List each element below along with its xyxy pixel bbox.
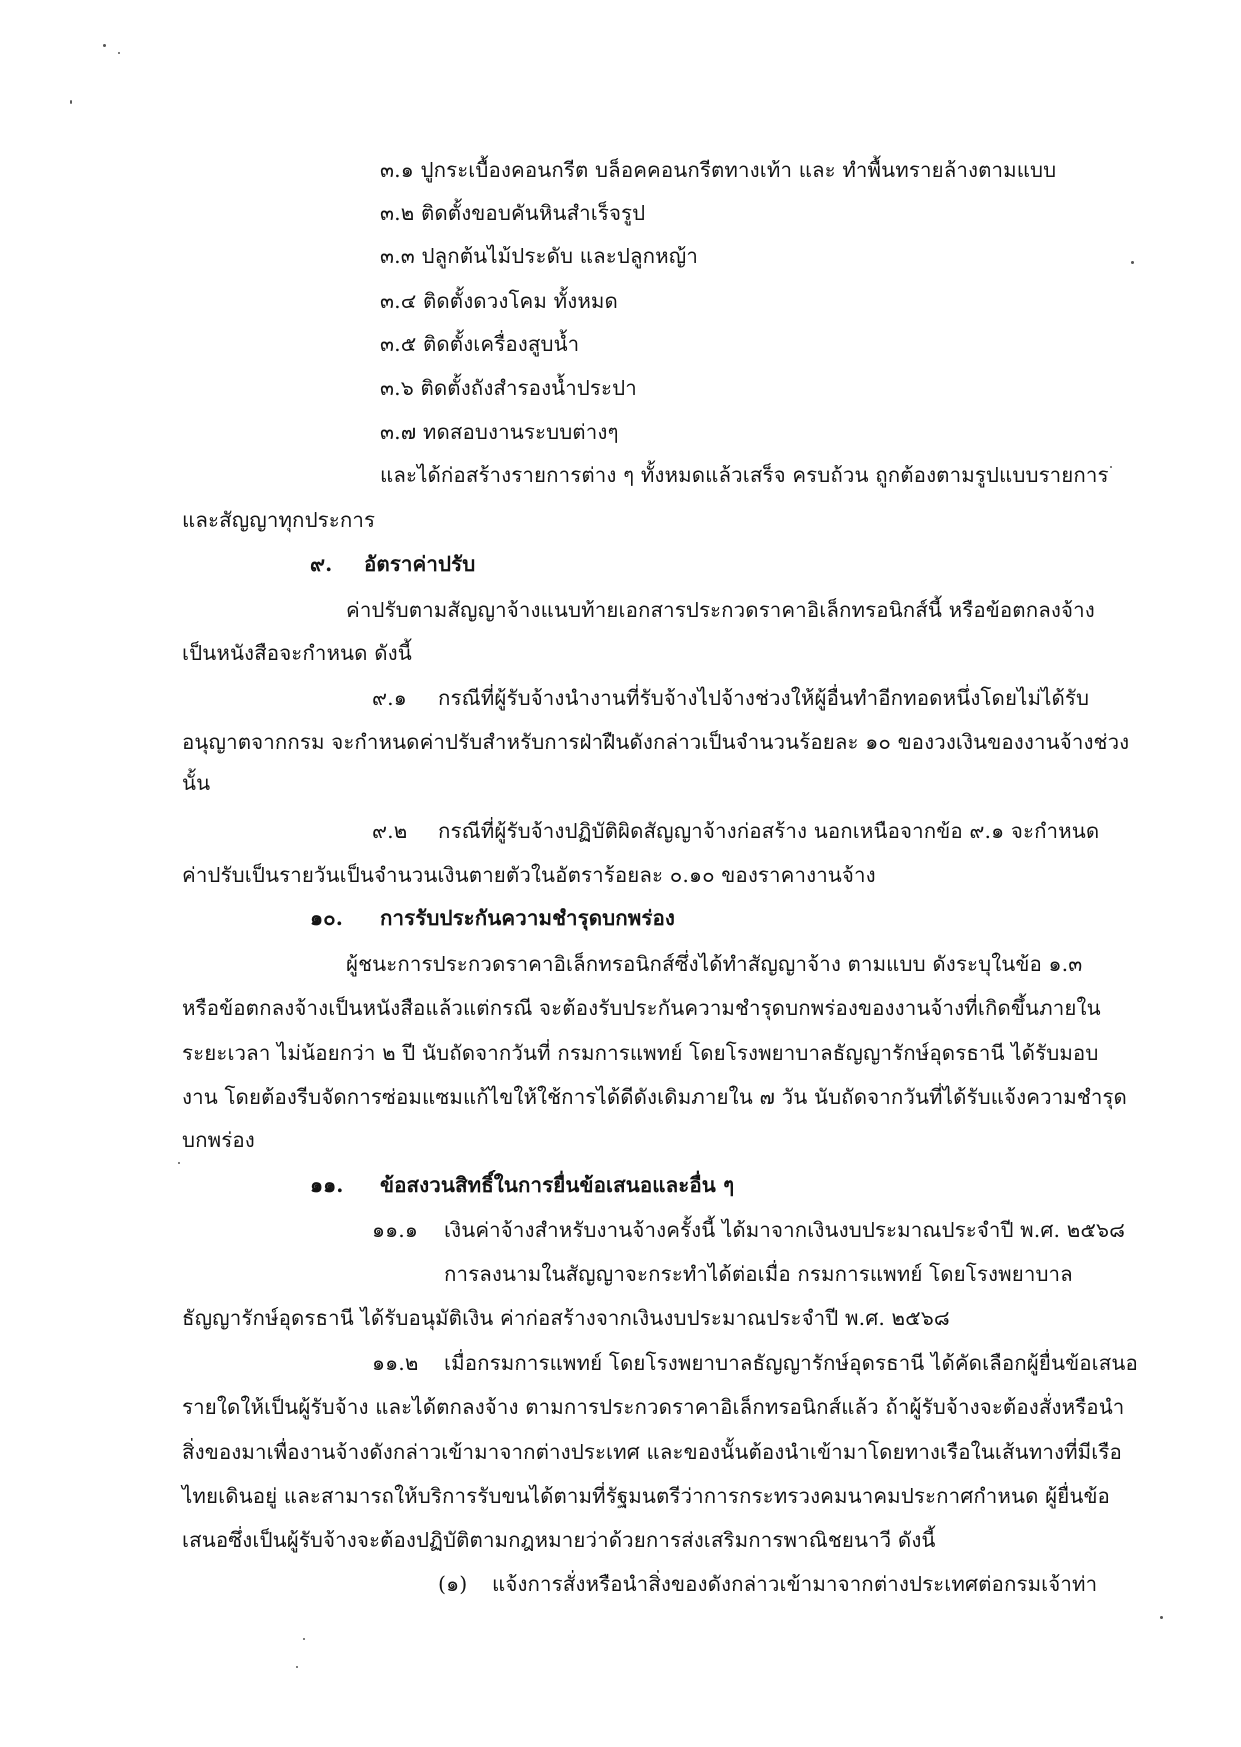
paragraph-line: เป็นหนังสือจะกำหนด ดังนี้ <box>182 641 412 665</box>
paragraph-line: การลงนามในสัญญาจะกระทำได้ต่อเมื่อ กรมการแพทย์ โดยโรงพยาบาล <box>444 1262 1073 1286</box>
scan-speck <box>70 100 72 104</box>
list-item: ๓.๒ ติดตั้งขอบคันหินสำเร็จรูป <box>380 201 646 225</box>
section-title: การรับประกันความชำรุดบกพร่อง <box>380 906 675 930</box>
paragraph-line: เงินค่าจ้างสำหรับงานจ้างครั้งนี้ ได้มาจากเงินงบประมาณประจำปี พ.ศ. ๒๕๖๘ <box>444 1218 1126 1242</box>
paragraph-line: รายใดให้เป็นผู้รับจ้าง และได้ตกลงจ้าง ตามการประกวดราคาอิเล็กทรอนิกส์แล้ว ถ้าผู้รับจ้างจะต้องสั่งหรือนำ <box>182 1395 1125 1419</box>
paragraph-line: กรณีที่ผู้รับจ้างปฏิบัติผิดสัญญาจ้างก่อสร้าง นอกเหนือจากข้อ ๙.๑ จะกำหนด <box>438 819 1100 843</box>
paragraph-line: บกพร่อง <box>182 1128 255 1152</box>
section-number: ๑๐. <box>310 906 343 930</box>
paragraph-line: นั้น <box>182 771 211 795</box>
scan-speck <box>1131 261 1134 264</box>
paragraph-line: อนุญาตจากกรม จะกำหนดค่าปรับสำหรับการฝ่าฝืนดังกล่าวเป็นจำนวนร้อยละ ๑๐ ของวงเงินของงานจ้างช่วง <box>182 730 1130 754</box>
paragraph-line: ธัญญารักษ์อุดรธานี ได้รับอนุมัติเงิน ค่าก่อสร้างจากเงินงบประมาณประจำปี พ.ศ. ๒๕๖๘ <box>182 1306 950 1330</box>
paragraph-line: งาน โดยต้องรีบจัดการซ่อมแซมแก้ไขให้ใช้การได้ดีดังเดิมภายใน ๗ วัน นับถัดจากวันที่ได้รับแจ้งความชำรุด <box>182 1085 1127 1109</box>
clause-number: (๑) <box>438 1572 468 1596</box>
list-item: ๓.๕ ติดตั้งเครื่องสูบน้ำ <box>380 332 580 356</box>
list-item: ๓.๖ ติดตั้งถังสำรองน้ำประปา <box>380 376 637 400</box>
section-title: ข้อสงวนสิทธิ์ในการยื่นข้อเสนอและอื่น ๆ <box>380 1173 735 1197</box>
list-item: ๓.๓ ปลูกต้นไม้ประดับ และปลูกหญ้า <box>380 244 698 268</box>
section-title: อัตราค่าปรับ <box>364 552 476 576</box>
section-number: ๑๑. <box>310 1173 344 1197</box>
paragraph-line: และสัญญาทุกประการ <box>182 508 376 532</box>
list-item: ๓.๑ ปูกระเบื้องคอนกรีต บล็อคคอนกรีตทางเท้า และ ทำพื้นทรายล้างตามแบบ <box>380 158 1057 182</box>
scan-speck <box>178 1162 180 1164</box>
paragraph-line: กรณีที่ผู้รับจ้างนำงานที่รับจ้างไปจ้างช่วงให้ผู้อื่นทำอีกทอดหนึ่งโดยไม่ได้รับ <box>438 686 1090 710</box>
list-item: ๓.๗ ทดสอบงานระบบต่างๆ <box>380 420 619 444</box>
paragraph-line: ระยะเวลา ไม่น้อยกว่า ๒ ปี นับถัดจากวันที่ กรมการแพทย์ โดยโรงพยาบาลธัญญารักษ์อุดรธานี ได้รับมอบ <box>182 1041 1099 1065</box>
paragraph-line: เสนอซึ่งเป็นผู้รับจ้างจะต้องปฏิบัติตามกฎหมายว่าด้วยการส่งเสริมการพาณิชยนาวี ดังนี้ <box>182 1528 936 1552</box>
paragraph-line: ค่าปรับเป็นรายวันเป็นจำนวนเงินตายตัวในอัตราร้อยละ ๐.๑๐ ของราคางานจ้าง <box>182 863 876 887</box>
scan-speck <box>1110 466 1112 468</box>
clause-number: ๙.๒ <box>372 819 408 843</box>
paragraph-line: แจ้งการสั่งหรือนำสิ่งของดังกล่าวเข้ามาจากต่างประเทศต่อกรมเจ้าท่า <box>492 1572 1098 1596</box>
paragraph-line: ไทยเดินอยู่ และสามารถให้บริการรับขนได้ตามที่รัฐมนตรีว่าการกระทรวงคมนาคมประกาศกำหนด ผู้ยื่นข้อ <box>182 1484 1110 1508</box>
section-number: ๙. <box>310 552 333 576</box>
paragraph-line: ผู้ชนะการประกวดราคาอิเล็กทรอนิกส์ซึ่งได้ทำสัญญาจ้าง ตามแบบ ดังระบุในข้อ ๑.๓ <box>346 952 1083 976</box>
scan-speck <box>303 1638 305 1640</box>
paragraph-line: หรือข้อตกลงจ้างเป็นหนังสือแล้วแต่กรณี จะต้องรับประกันความชำรุดบกพร่องของงานจ้างที่เกิดขึ้นภายใน <box>182 996 1101 1020</box>
scan-speck <box>296 1666 298 1668</box>
clause-number: ๑๑.๒ <box>372 1351 419 1375</box>
paragraph-line: และได้ก่อสร้างรายการต่าง ๆ ทั้งหมดแล้วเสร็จ ครบถ้วน ถูกต้องตามรูปแบบรายการ <box>380 463 1109 487</box>
paragraph-line: ค่าปรับตามสัญญาจ้างแนบท้ายเอกสารประกวดราคาอิเล็กทรอนิกส์นี้ หรือข้อตกลงจ้าง <box>346 598 1095 622</box>
clause-number: ๑๑.๑ <box>372 1218 418 1242</box>
paragraph-line: เมื่อกรมการแพทย์ โดยโรงพยาบาลธัญญารักษ์อุดรธานี ได้คัดเลือกผู้ยื่นข้อเสนอ <box>444 1351 1138 1375</box>
paragraph-line: สิ่งของมาเพื่องานจ้างดังกล่าวเข้ามาจากต่างประเทศ และของนั้นต้องนำเข้ามาโดยทางเรือในเส้นทางที่มีเรือ <box>182 1440 1122 1464</box>
scan-speck <box>1160 1616 1163 1619</box>
scan-speck <box>103 44 106 47</box>
scan-speck <box>118 52 120 54</box>
clause-number: ๙.๑ <box>372 686 407 710</box>
list-item: ๓.๔ ติดตั้งดวงโคม ทั้งหมด <box>380 289 618 313</box>
